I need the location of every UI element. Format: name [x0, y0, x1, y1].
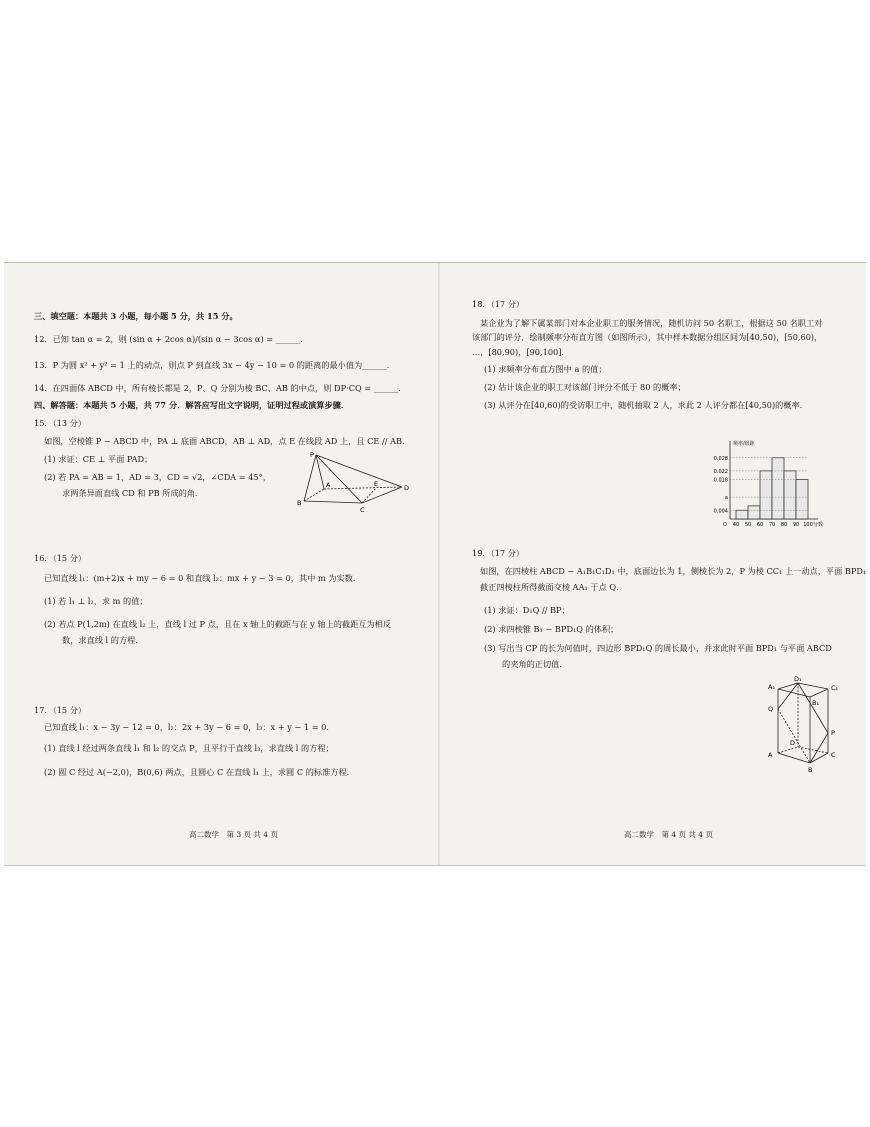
right-page — [472, 263, 866, 865]
y-tick-label: a — [724, 495, 728, 502]
origin-label: O — [723, 522, 727, 528]
question-16-part2: (2) 若点 P(1,2m) 在直线 l₂ 上，直线 l 过 P 点，且在 x 轴上的截距与在 y 轴上的截距互为相反 — [44, 619, 392, 629]
left-page — [34, 263, 434, 865]
prism-figure — [768, 675, 848, 775]
histogram-bar — [784, 471, 796, 519]
y-tick-label: 0.022 — [713, 468, 728, 475]
fig-label-D: D — [790, 739, 796, 747]
right-page-footer: 高二数学 第 4 页 共 4 页 — [624, 830, 713, 839]
y-tick-label: 0.018 — [713, 477, 728, 484]
histogram-bar — [796, 480, 808, 519]
fig-label-C: C — [831, 751, 836, 759]
question-15-part1: (1) 求证：CE ⊥ 平面 PAD； — [44, 454, 153, 464]
fig-label-Q: Q — [768, 705, 774, 713]
fig-label-A1: A₁ — [768, 683, 776, 691]
fig-label-E: E — [374, 480, 379, 488]
edge-D1Q — [778, 683, 798, 709]
x-tick-label: 90 — [792, 522, 800, 528]
edge-BP — [810, 733, 828, 763]
histogram-bar — [772, 458, 784, 519]
edge-BC — [304, 501, 362, 503]
left-page-footer: 高二数学 第 3 页 共 4 页 — [189, 830, 278, 839]
fig-label-A: A — [326, 481, 331, 489]
edge-PA — [316, 455, 324, 489]
question-18-head: 18．（17 分） — [472, 299, 525, 309]
question-18-line3: …，[80,90)，[90,100]． — [472, 347, 570, 357]
question-16-head: 16．（15 分） — [34, 553, 87, 563]
histogram-bar — [748, 506, 760, 519]
edge-D1P — [798, 683, 828, 733]
fig-label-C1: C₁ — [831, 684, 839, 692]
edge-CD — [362, 487, 402, 503]
question-14: 14．在四面体 ABCD 中，所有棱长都是 2，P、Q 分别为棱 BC、AB 的中点，则 DP·CQ = ______． — [34, 383, 407, 393]
question-18-part1: (1) 求频率分布直方图中 a 的值； — [484, 364, 607, 374]
question-19-head: 19．（17 分） — [472, 548, 525, 558]
question-19-part1: (1) 求证：D₁Q // BP； — [484, 605, 570, 615]
question-17-part2: (2) 圆 C 经过 A(−2,0)，B(0,6) 两点，且圆心 C 在直线 l₁ 上，求圆 C 的标准方程． — [44, 767, 355, 777]
edge-DC — [798, 747, 828, 753]
pyramid-figure — [296, 451, 414, 517]
question-15-part2-cont: 求两条异面直线 CD 和 PB 所成的角． — [62, 488, 204, 498]
fig-label-B: B — [297, 499, 302, 507]
question-17-part1: (1) 直线 l 经过两条直线 l₁ 和 l₂ 的交点 P，且平行于直线 l₃，求直线 l 的方程； — [44, 743, 334, 753]
x-tick-label: 40 — [732, 522, 740, 528]
question-16-part1: (1) 若 l₁ ⊥ l₂，求 m 的值； — [44, 596, 148, 606]
y-tick-label: 0.004 — [713, 508, 728, 515]
histogram-bar — [736, 510, 748, 519]
question-19-part2: (2) 求四棱锥 B₁ − BPD₁Q 的体积； — [484, 624, 619, 634]
question-19-line2: 截正四棱柱所得截面交棱 AA₁ 于点 Q． — [480, 582, 625, 592]
x-tick-label: 100 — [803, 522, 813, 528]
x-tick-label: 80 — [780, 522, 788, 528]
question-15-head: 15．（13 分） — [34, 418, 87, 428]
x-tick-label: 70 — [768, 522, 776, 528]
histogram-bar — [760, 471, 772, 519]
question-18-part2: (2) 估计该企业的职工对该部门评分不低于 80 的概率； — [484, 382, 686, 392]
section4-header: 四、解答题：本题共 5 小题，共 77 分．解答应写出文字说明，证明过程或演算步骤． — [34, 400, 350, 410]
question-17-head: 17．（15 分） — [34, 705, 87, 715]
exam-sheet — [4, 262, 866, 866]
question-13: 13．P 为圆 x² + y² = 1 上的动点，则点 P 到直线 3x − 4y − 10 = 0 的距离的最小值为______． — [34, 360, 395, 370]
fig-label-A: A — [768, 751, 773, 759]
question-19-part3: (3) 写出当 CP 的长为何值时，四边形 BPD₁Q 的周长最小，并求此时平面 BPD₁ 与平面 ABCD — [484, 643, 832, 653]
question-15-stem: 如图，空棱锥 P − ABCD 中，PA ⊥ 底面 ABCD，AB ⊥ AD，点 E 在线段 AD 上，且 CE // AB． — [44, 436, 411, 446]
question-16-stem: 已知直线 l₁：(m+2)x + my − 6 = 0 和直线 l₂：mx + y − 3 = 0，其中 m 为实数． — [44, 573, 362, 583]
question-17-stem: 已知直线 l₁：x − 3y − 12 = 0，l₂：2x + 3y − 6 = 0，l₃：x + y − 1 = 0． — [44, 722, 335, 732]
frequency-histogram — [704, 437, 854, 533]
question-19-line1: 如图，在四棱柱 ABCD − A₁B₁C₁D₁ 中，底面边长为 1，侧棱长为 2，P 为棱 CC₁ 上一动点，平面 BPD₁ — [480, 566, 866, 576]
fig-label-D1: D₁ — [794, 675, 802, 683]
question-18-line1: 某企业为了解下属某部门对本企业职工的服务情况，随机访问 50 名职工，根据这 50 名职工对 — [480, 318, 823, 328]
fig-label-C: C — [360, 506, 365, 514]
fig-label-P: P — [831, 729, 835, 737]
y-axis-label: 频率/组距 — [733, 441, 755, 447]
x-tick-label: 50 — [744, 522, 752, 528]
fig-label-P: P — [310, 451, 314, 459]
edge-D1C1 — [798, 683, 828, 689]
question-19-part3-cont: 的夹角的正切值． — [502, 659, 568, 669]
question-16-part2-cont: 数，求直线 l 的方程． — [62, 635, 144, 645]
y-tick-label: 0.028 — [713, 455, 728, 462]
fig-label-B1: B₁ — [812, 699, 820, 707]
edge-A1D1 — [778, 683, 798, 689]
edge-PC — [316, 455, 362, 503]
section3-header: 三、填空题：本题共 3 小题，每小题 5 分，共 15 分。 — [34, 311, 238, 321]
edge-AD — [324, 487, 402, 489]
question-18-line2: 该部门的评分，绘制频率分布直方图（如图所示），其中样本数据分组区间为[40,50)，[50,60)， — [472, 332, 823, 342]
edge-PB — [304, 455, 316, 501]
edge-CE — [362, 488, 376, 503]
x-tick-label: 60 — [756, 522, 764, 528]
question-15-part2: (2) 若 PA = AB = 1，AD = 3，CD = √2，∠CDA = 45°， — [44, 472, 271, 482]
edge-AD — [778, 747, 798, 753]
fig-label-B: B — [808, 766, 813, 774]
fig-label-D: D — [404, 484, 410, 492]
edge-B1C1 — [810, 689, 828, 697]
edge-A1B1 — [778, 689, 810, 697]
question-18-part3: (3) 从评分在[40,60)的受访职工中，随机抽取 2 人，求此 2 人评分都在[40,50)的概率． — [484, 400, 808, 410]
page-fold — [438, 263, 440, 865]
x-axis-label: 分数 — [812, 522, 824, 528]
question-12: 12．已知 tan α = 2，则 (sin α + 2cos α)/(sin α − 3cos α) = ______． — [34, 334, 309, 344]
